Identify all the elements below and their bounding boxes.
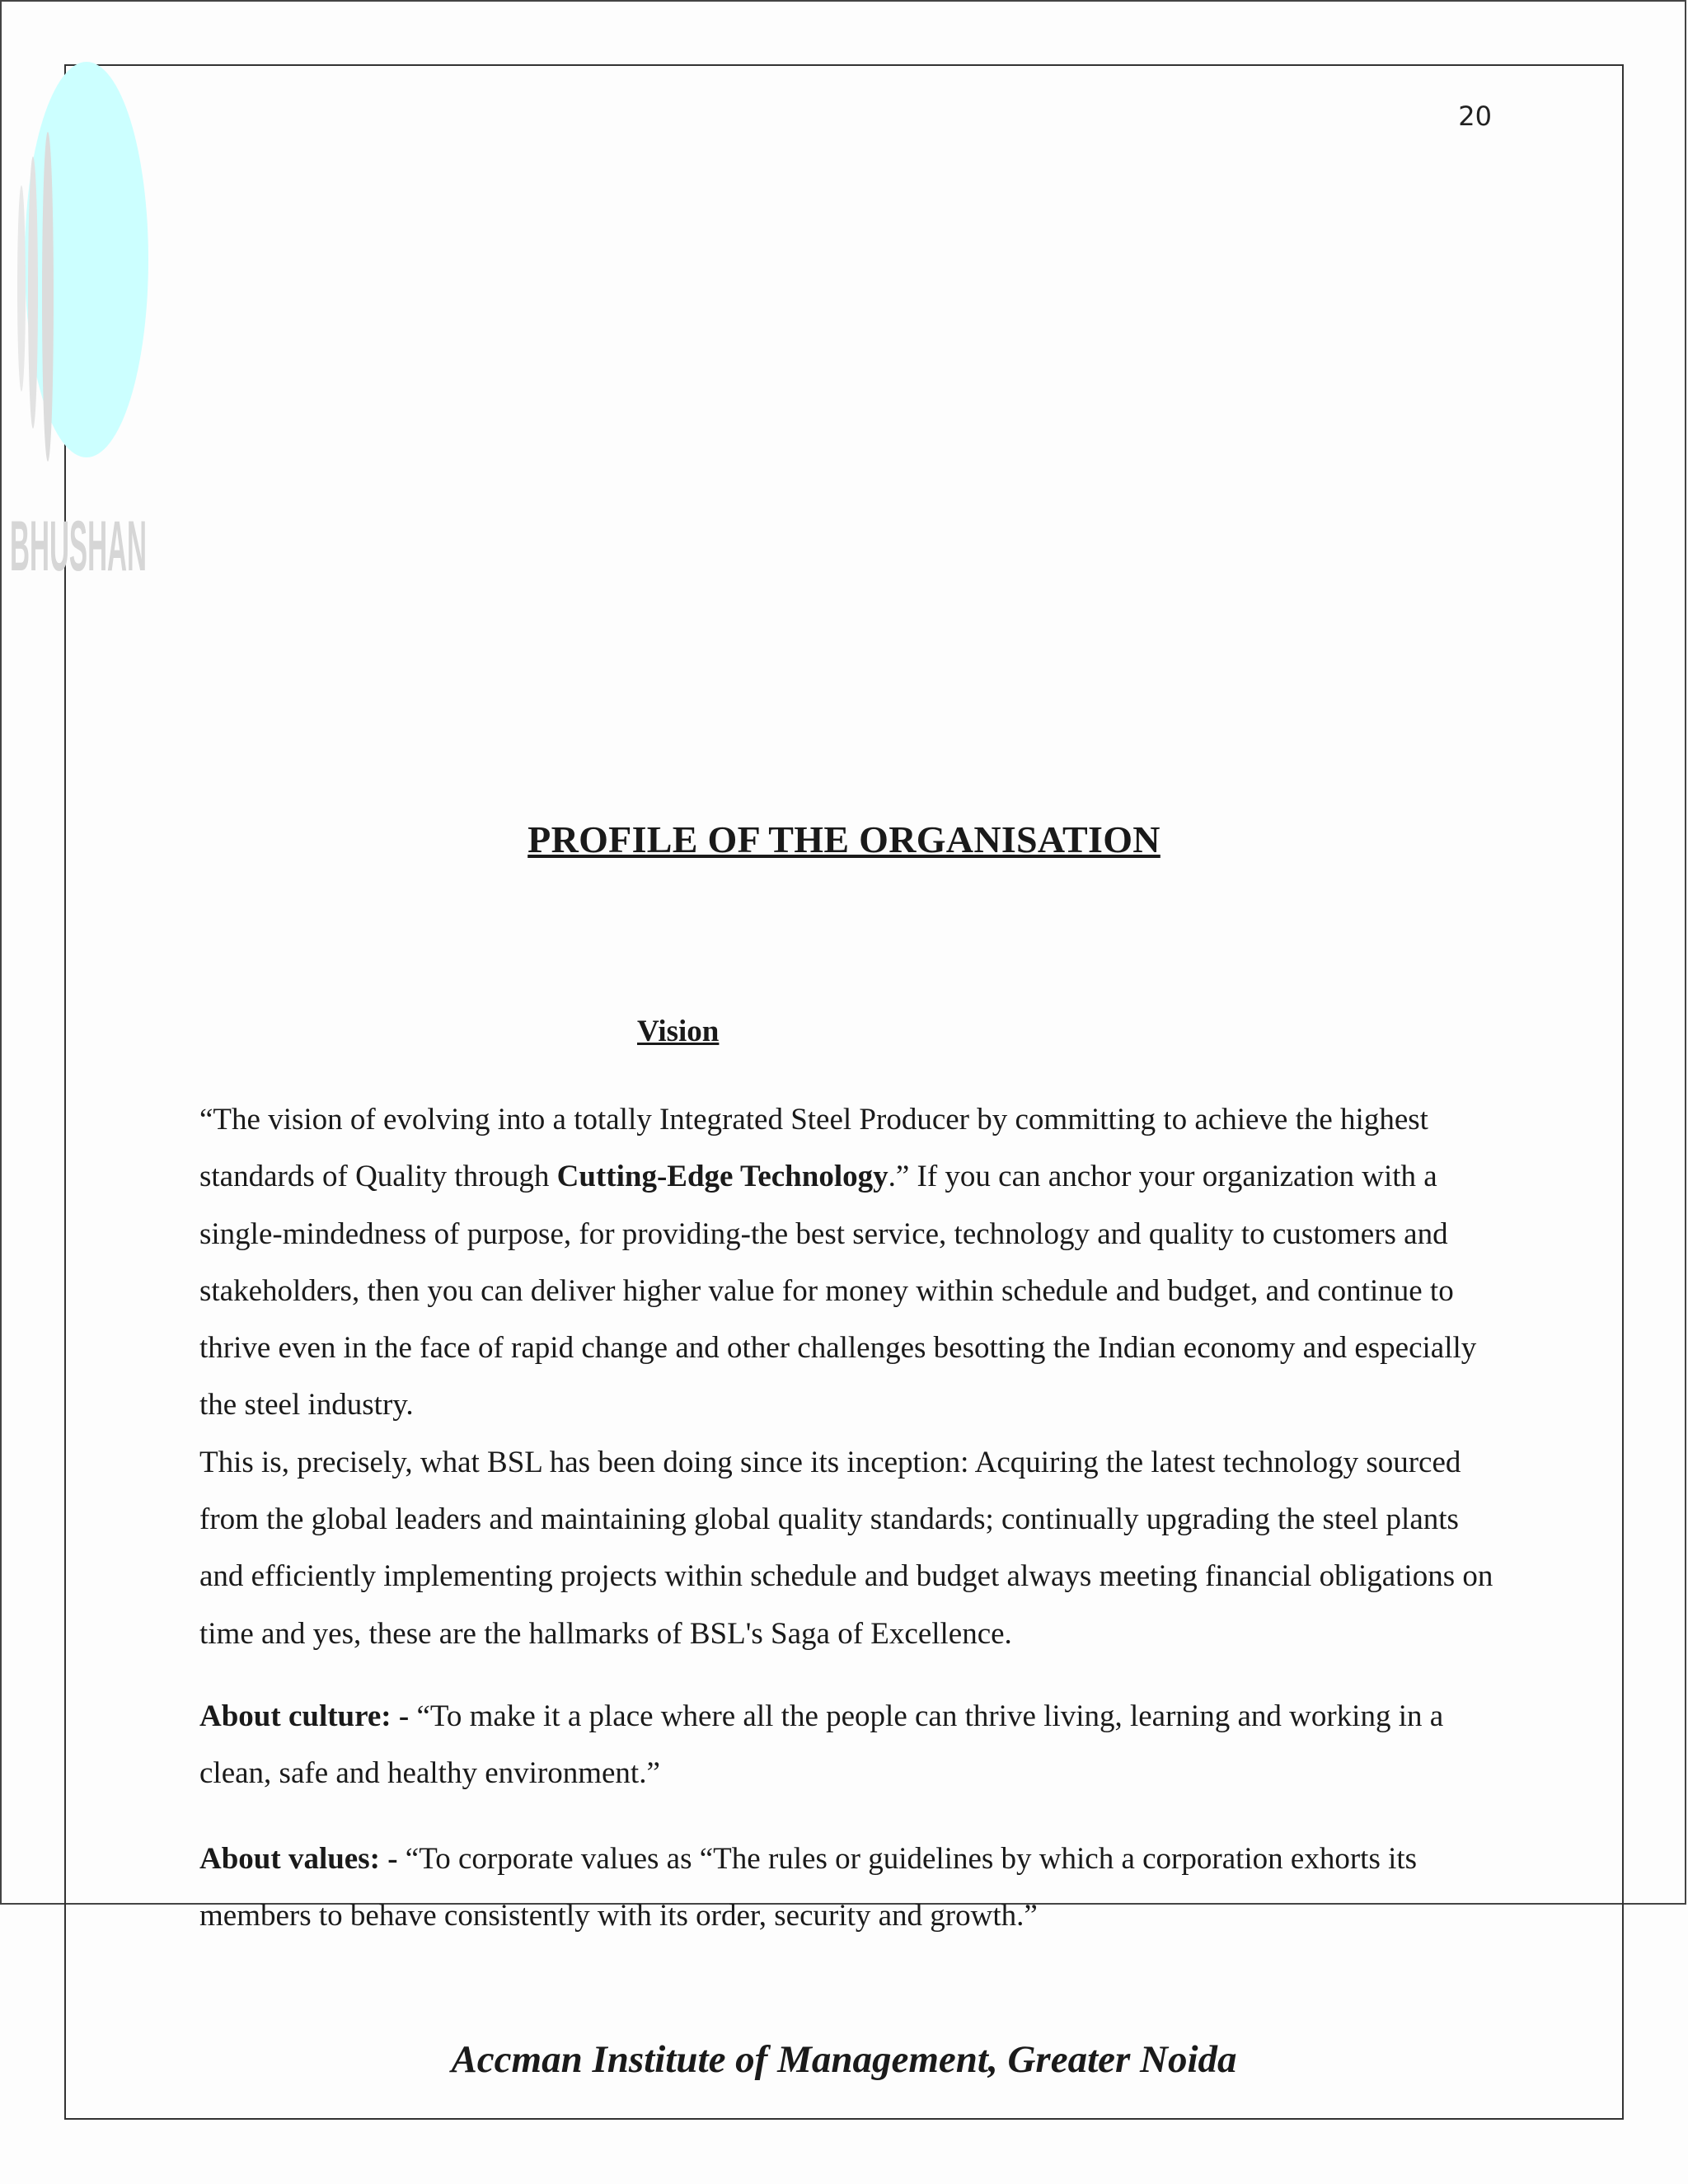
values-text: “To corporate values as “The rules or guidelines by which a corporation exhorts its members to behave consistently with its order, security and growth.” xyxy=(199,1842,1418,1933)
footer-institute-name: Accman Institute of Management, Greater Noida xyxy=(451,2038,1237,2081)
culture-label: About culture: - xyxy=(199,1699,410,1733)
page-title: PROFILE OF THE ORGANISATION xyxy=(528,818,1160,860)
vision-paragraph-2: This is, precisely, what BSL has been doing since its inception: Acquiring the latest technology sourced from the global leaders and maintaining global quality standards; continually upgrading the steel plants and efficiently implementing projects within schedule and budget always meeting financial obligations on time and yes, these are the hallmarks of BSL's Saga of Excellence. xyxy=(199,1445,1493,1651)
vision-section xyxy=(199,1091,1502,1662)
bhushan-logo-icon xyxy=(8,49,148,585)
vision-heading: Vision xyxy=(637,1015,720,1048)
vision-text-start: “The vision of evolving into a totally Integrated Steel Producer by committing to achieve the highest standards of Quality through xyxy=(199,1103,1428,1194)
bhushan-logo-text: BHUSHAN xyxy=(10,507,147,586)
vision-paragraph xyxy=(199,1091,1502,1434)
values-paragraph xyxy=(199,1830,1502,1945)
culture-text: “To make it a place where all the people can thrive living, learning and working in a clean, safe and healthy environment.” xyxy=(199,1699,1444,1791)
values-label: About values: - xyxy=(199,1842,398,1876)
culture-paragraph xyxy=(199,1688,1502,1802)
vision-text-rest: .” If you can anchor your organization with a single-mindedness of purpose, for providing-the best service, technology and quality to customers and stakeholders, then you can deliver higher value for money within schedule and budget, and continue to thrive even in the face of rapid change and other challenges besotting the Indian economy and especially the steel industry. xyxy=(199,1160,1477,1422)
culture-section xyxy=(199,1688,1502,1802)
vision-bold-phrase: Cutting-Edge Technology xyxy=(556,1160,889,1194)
page-number: 20 xyxy=(1458,101,1492,132)
values-section xyxy=(199,1830,1502,1945)
